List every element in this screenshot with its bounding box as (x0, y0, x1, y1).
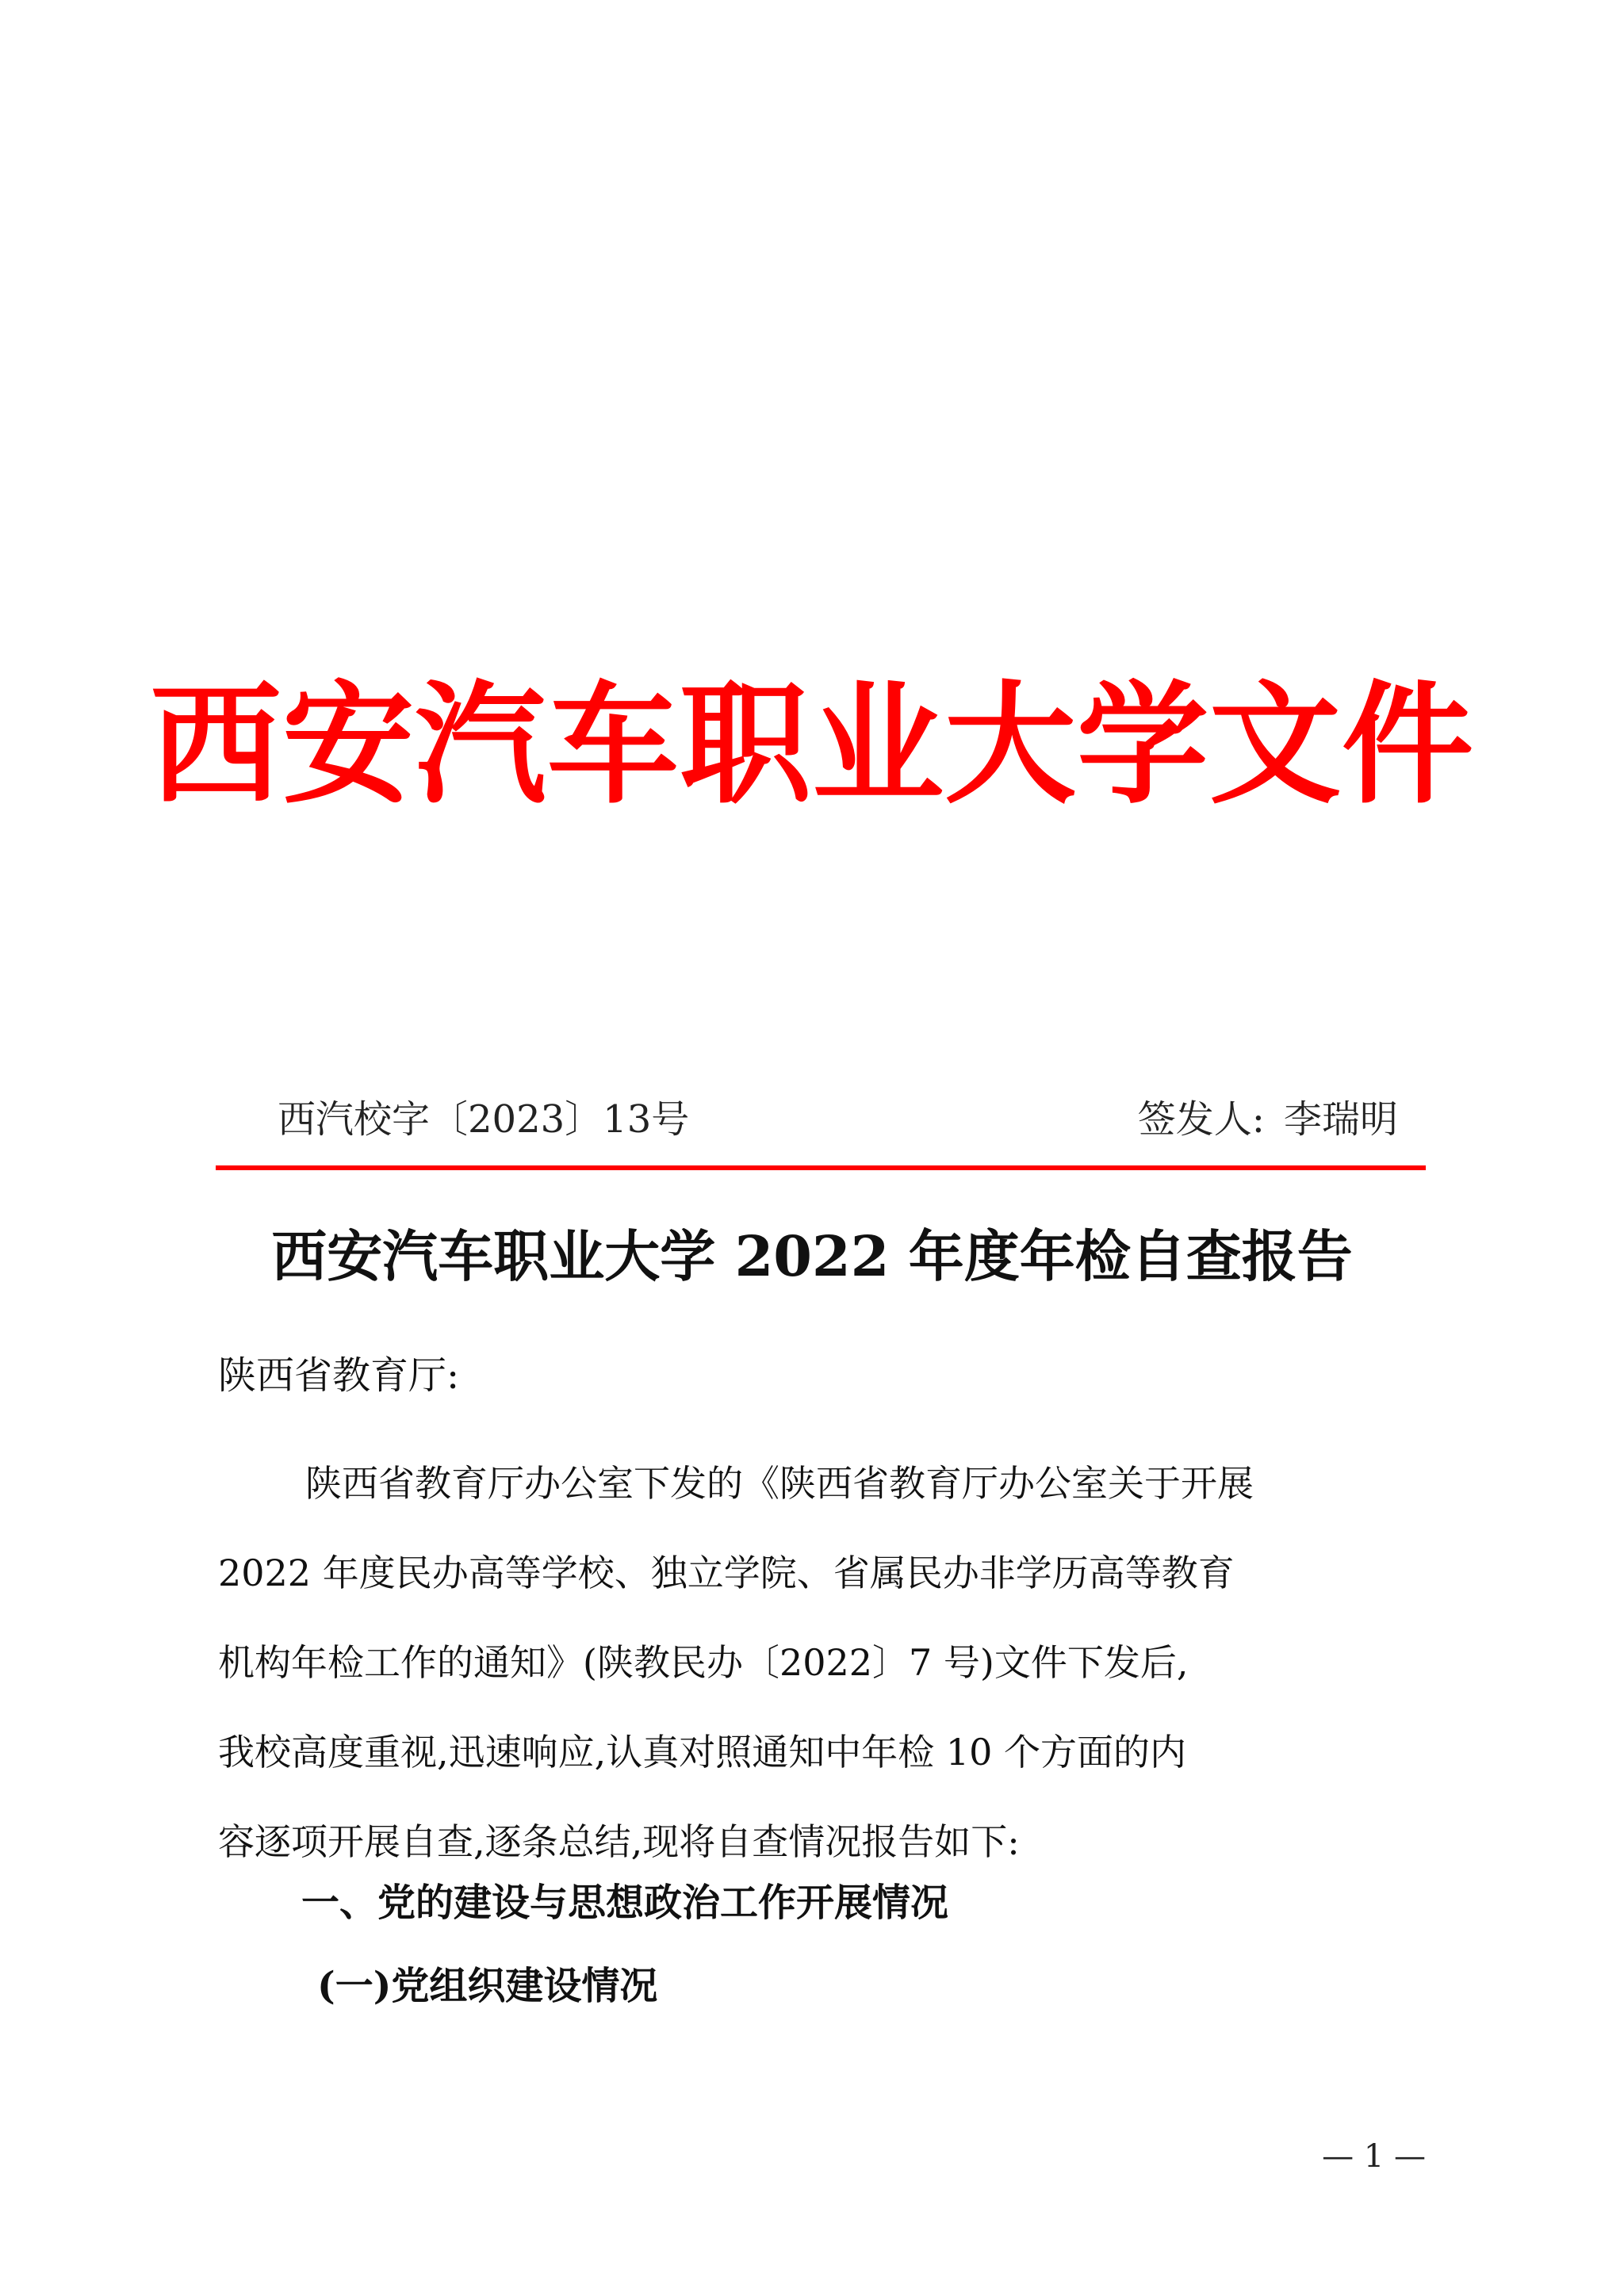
salutation: 陕西省教育厅: (218, 1353, 460, 1398)
page-number: — 1 — (1322, 2138, 1426, 2175)
document-masthead: 西安汽车职业大学文件 (150, 668, 1474, 822)
body-line: 容逐项开展自查,逐条总结,现将自查情况报告如下: (218, 1820, 1020, 1863)
section-heading: 一、党的建设与思想政治工作开展情况 (301, 1881, 949, 1925)
report-title: 西安汽车职业大学 2022 年度年检自查报告 (271, 1223, 1353, 1289)
body-paragraph (218, 1439, 1423, 1887)
body-line: 我校高度重视,迅速响应,认真对照通知中年检 10 个方面的内 (218, 1731, 1187, 1774)
body-line: 2022 年度民办高等学校、独立学院、省属民办非学历高等教育 (218, 1552, 1235, 1594)
red-separator-rule (216, 1165, 1426, 1170)
body-line: 陕西省教育厅办公室下发的《陕西省教育厅办公室关于开展 (305, 1462, 1254, 1505)
signer-name: 李瑞明 (1283, 1097, 1398, 1142)
body-line: 机构年检工作的通知》(陕教民办〔2022〕7 号)文件下发后, (218, 1641, 1189, 1684)
subsection-heading: (一)党组织建设情况 (317, 1964, 658, 2008)
signer-block (1138, 1096, 1398, 1143)
document-number: 西汽校字〔2023〕13号 (278, 1097, 690, 1142)
signer-label: 签发人: (1137, 1097, 1265, 1142)
